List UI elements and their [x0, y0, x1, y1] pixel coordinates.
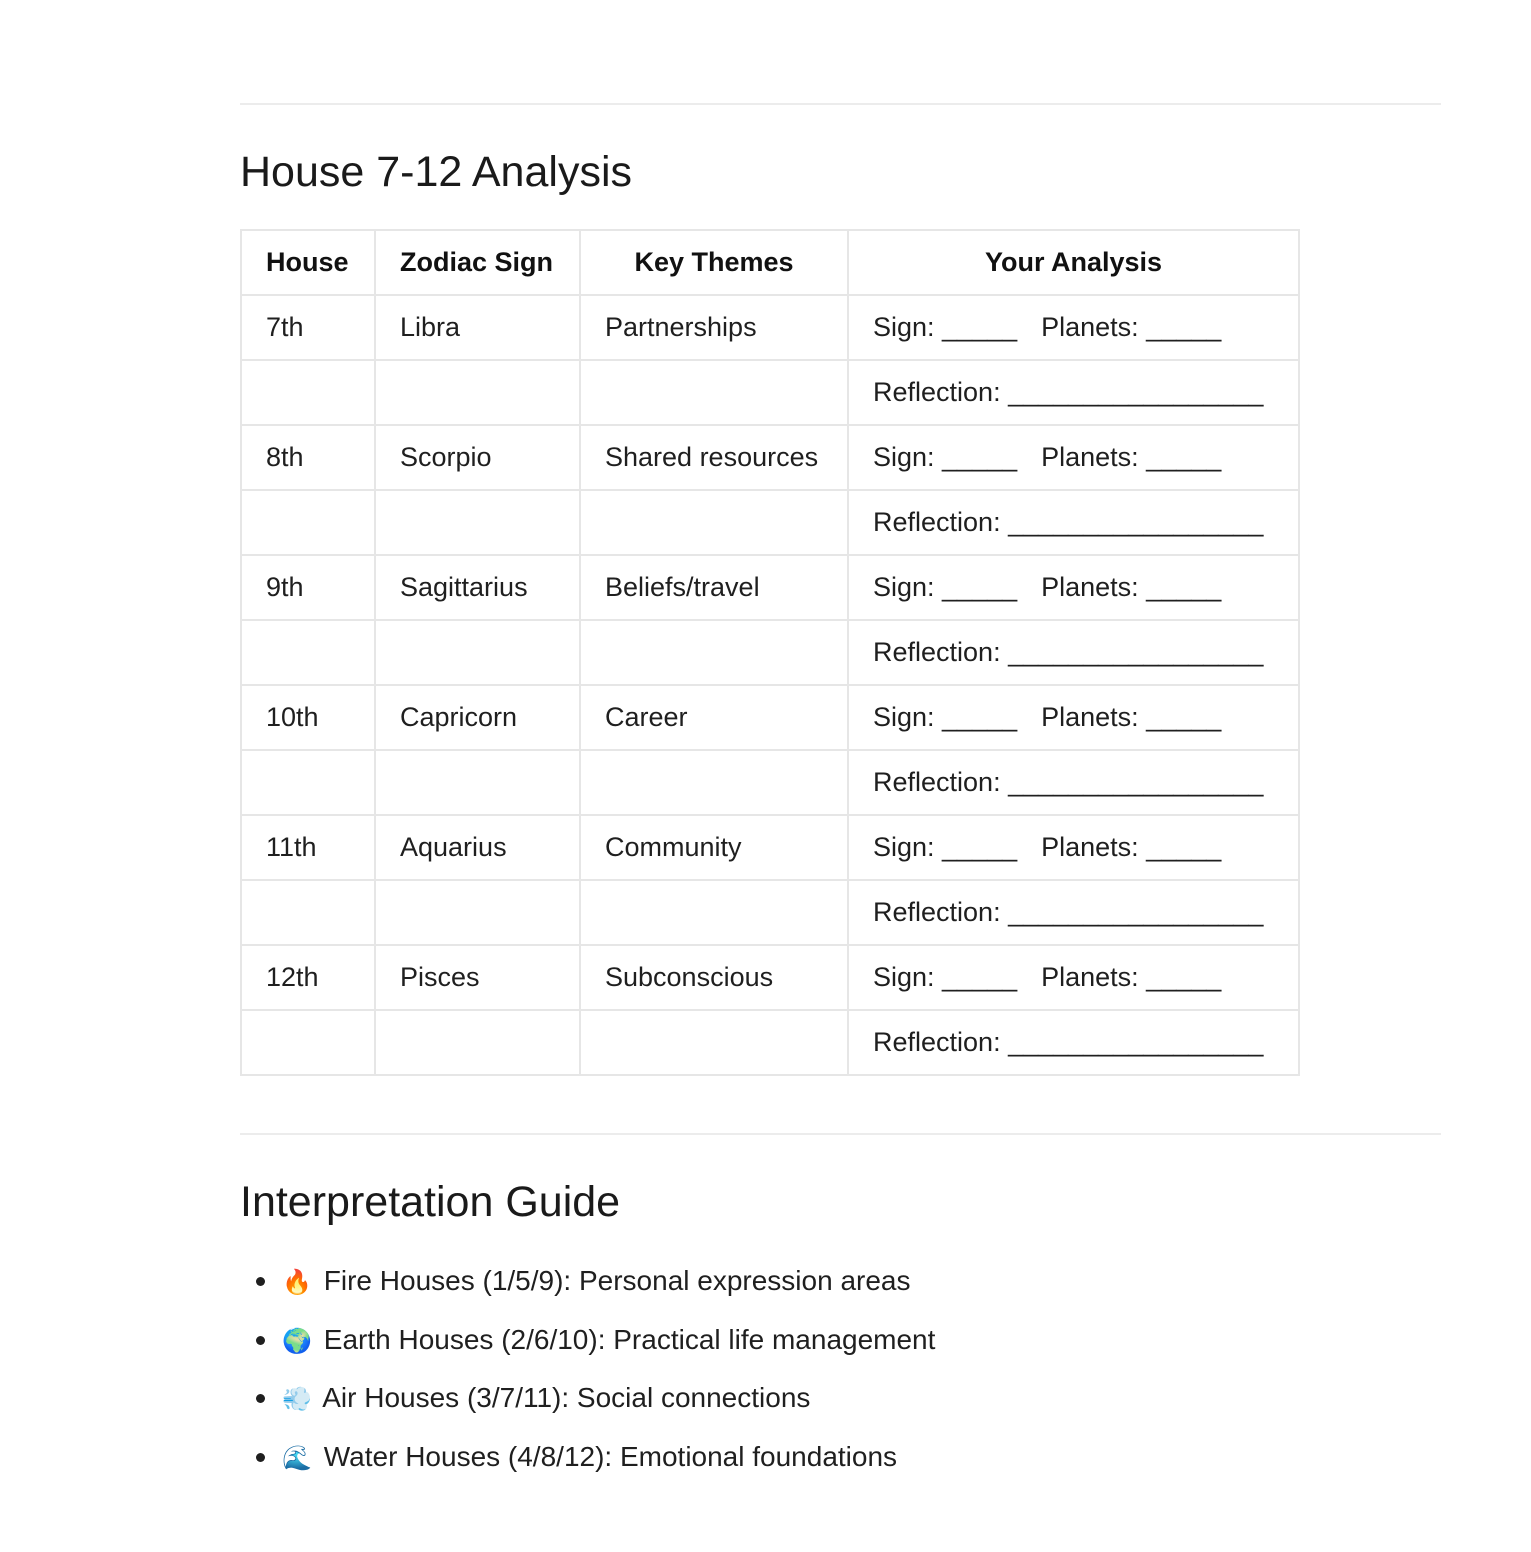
section-title-interpretation-guide: Interpretation Guide: [240, 1178, 621, 1226]
key-theme-cell: Shared resources: [580, 425, 848, 490]
interpretation-list: [240, 1252, 935, 1486]
sign-blank: Sign: _____: [873, 832, 1018, 862]
empty-cell: [241, 880, 375, 945]
table-row: [241, 490, 1299, 555]
list-item-text: Air Houses (3/7/11): Social connections: [322, 1382, 811, 1413]
table-row: [241, 945, 1299, 1010]
section-title-house-analysis: House 7-12 Analysis: [240, 148, 632, 196]
reflection-blank: Reflection: _________________: [848, 360, 1299, 425]
empty-cell: [375, 880, 580, 945]
key-theme-cell: Community: [580, 815, 848, 880]
empty-cell: [580, 1010, 848, 1075]
analysis-sign-planets-cell: [848, 685, 1299, 750]
reflection-blank: Reflection: _________________: [848, 880, 1299, 945]
analysis-sign-planets-cell: [848, 425, 1299, 490]
sign-blank: Sign: _____: [873, 702, 1018, 732]
empty-cell: [375, 1010, 580, 1075]
key-theme-cell: Partnerships: [580, 295, 848, 360]
planets-blank: Planets: _____: [1041, 832, 1222, 862]
key-theme-cell: Beliefs/travel: [580, 555, 848, 620]
empty-cell: [241, 750, 375, 815]
list-item-text: Earth Houses (2/6/10): Practical life management: [323, 1323, 936, 1355]
empty-cell: [241, 360, 375, 425]
empty-cell: [580, 750, 848, 815]
list-item-water-houses: [240, 1428, 935, 1487]
sign-blank: Sign: _____: [873, 442, 1018, 472]
reflection-blank: Reflection: _________________: [848, 750, 1299, 815]
table-row: [241, 360, 1299, 425]
list-item-text: Fire Houses (1/5/9): Personal expression areas: [323, 1265, 911, 1296]
table-row: [241, 1010, 1299, 1075]
zodiac-sign-cell: Pisces: [375, 945, 580, 1010]
zodiac-sign-cell: Capricorn: [375, 685, 580, 750]
analysis-sign-planets-cell: [848, 815, 1299, 880]
top-divider: [240, 103, 1441, 105]
house-analysis-table: [240, 229, 1300, 1076]
list-item-earth-houses: [240, 1311, 935, 1370]
analysis-sign-planets-cell: [848, 945, 1299, 1010]
analysis-sign-planets-cell: [848, 295, 1299, 360]
section-divider: [240, 1133, 1441, 1135]
planets-blank: Planets: _____: [1041, 962, 1222, 992]
key-theme-cell: Subconscious: [580, 945, 848, 1010]
planets-blank: Planets: _____: [1041, 312, 1222, 342]
table-row: [241, 750, 1299, 815]
zodiac-sign-cell: Libra: [375, 295, 580, 360]
reflection-blank: Reflection: _________________: [848, 490, 1299, 555]
house-cell: 9th: [241, 555, 375, 620]
wind-icon: 💨: [282, 1385, 312, 1413]
planets-blank: Planets: _____: [1041, 572, 1222, 602]
table-row: [241, 555, 1299, 620]
empty-cell: [580, 880, 848, 945]
empty-cell: [375, 620, 580, 685]
sign-blank: Sign: _____: [873, 312, 1018, 342]
sign-blank: Sign: _____: [873, 572, 1018, 602]
bullet-dot: [256, 1277, 265, 1286]
empty-cell: [580, 360, 848, 425]
analysis-sign-planets-cell: [848, 555, 1299, 620]
table-row: [241, 685, 1299, 750]
house-cell: 8th: [241, 425, 375, 490]
empty-cell: [241, 1010, 375, 1075]
house-cell: 10th: [241, 685, 375, 750]
planets-blank: Planets: _____: [1041, 702, 1222, 732]
empty-cell: [580, 620, 848, 685]
zodiac-sign-cell: Sagittarius: [375, 555, 580, 620]
planets-blank: Planets: _____: [1041, 442, 1222, 472]
sign-blank: Sign: _____: [873, 962, 1018, 992]
column-header-house: House: [241, 230, 375, 295]
reflection-blank: Reflection: _________________: [848, 620, 1299, 685]
empty-cell: [241, 490, 375, 555]
key-theme-cell: Career: [580, 685, 848, 750]
table-row: [241, 425, 1299, 490]
empty-cell: [580, 490, 848, 555]
empty-cell: [375, 490, 580, 555]
bullet-dot: [256, 1394, 265, 1403]
table-row: [241, 815, 1299, 880]
empty-cell: [375, 750, 580, 815]
wave-icon: 🌊: [282, 1443, 312, 1472]
empty-cell: [375, 360, 580, 425]
globe-icon: 🌍: [282, 1326, 312, 1355]
house-cell: 12th: [241, 945, 375, 1010]
fire-icon: 🔥: [282, 1268, 312, 1296]
list-item-fire-houses: [240, 1252, 935, 1311]
empty-cell: [241, 620, 375, 685]
zodiac-sign-cell: Scorpio: [375, 425, 580, 490]
zodiac-sign-cell: Aquarius: [375, 815, 580, 880]
table-row: [241, 620, 1299, 685]
bullet-dot: [256, 1453, 265, 1462]
list-item-air-houses: [240, 1369, 935, 1428]
house-cell: 11th: [241, 815, 375, 880]
bullet-dot: [256, 1336, 265, 1345]
table-row: [241, 295, 1299, 360]
column-header-zodiac-sign: Zodiac Sign: [375, 230, 580, 295]
table-header-row: [241, 230, 1299, 295]
list-item-text: Water Houses (4/8/12): Emotional foundations: [323, 1440, 898, 1472]
house-cell: 7th: [241, 295, 375, 360]
column-header-key-themes: Key Themes: [580, 230, 848, 295]
column-header-your-analysis: Your Analysis: [848, 230, 1299, 295]
table-row: [241, 880, 1299, 945]
reflection-blank: Reflection: _________________: [848, 1010, 1299, 1075]
